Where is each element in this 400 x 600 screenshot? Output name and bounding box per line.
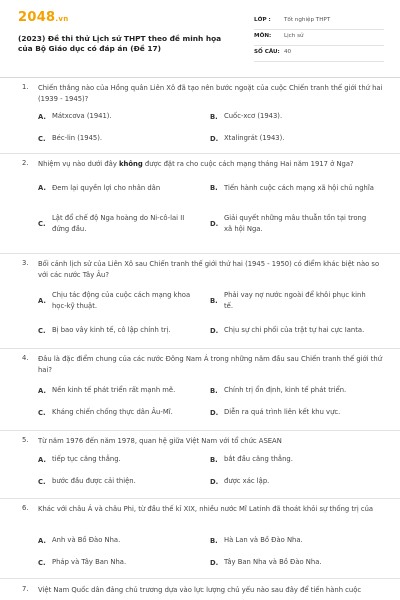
option-text: Phải vay nợ nước ngoài để khôi phục kinh tế. <box>224 291 366 310</box>
option-text: tiếp tục căng thẳng. <box>52 455 121 463</box>
question-4 <box>0 349 400 431</box>
option-text: Lật đổ chế độ Nga hoàng do Ni-cô-lai II đứng đầu. <box>52 214 185 233</box>
option-text: Chính trị ổn định, kinh tế phát triển. <box>224 386 347 394</box>
option-text: Hà Lan và Bồ Đào Nha. <box>224 536 303 544</box>
option-c[interactable] <box>38 133 102 144</box>
question-text: Chiến thắng nào của Hồng quân Liên Xô đã tạo nên bước ngoặt của cuộc Chiến tranh thế giới thứ hai (1939 - 1945)? <box>38 84 383 103</box>
option-text: Xtalingrát (1943). <box>224 134 285 142</box>
meta-label: MÔN: <box>254 33 272 39</box>
meta-row-subject <box>254 30 384 46</box>
option-letter: D. <box>210 220 219 228</box>
option-letter: C. <box>38 326 46 335</box>
question-2 <box>0 154 400 254</box>
meta-row-class <box>254 14 384 30</box>
question-number: 1. <box>22 83 29 91</box>
option-c[interactable] <box>38 213 202 235</box>
option-text: Pháp và Tây Ban Nha. <box>52 558 127 566</box>
option-a[interactable] <box>38 177 202 199</box>
option-text: Nền kinh tế phát triển rất mạnh mẽ. <box>52 386 176 394</box>
option-text: Kháng chiến chống thực dân Âu-Mĩ. <box>52 408 173 416</box>
option-c[interactable] <box>38 325 170 336</box>
question-text-part: được đặt ra cho cuộc cách mạng tháng Hai năm 1917 ở Nga? <box>142 160 354 168</box>
option-letter: B. <box>210 455 218 464</box>
option-letter: C. <box>38 477 46 486</box>
option-text: Chịu tác động của cuộc cách mạng khoa học-kỹ thuật. <box>52 291 191 310</box>
option-text: Giải quyết những mâu thuẫn tồn tại trong xã hội Nga. <box>224 214 367 233</box>
option-d[interactable] <box>210 557 322 568</box>
option-b[interactable] <box>210 535 303 546</box>
question-6 <box>0 499 400 579</box>
option-b[interactable] <box>210 454 293 465</box>
question-number: 5. <box>22 436 29 444</box>
question-number: 7. <box>22 585 29 593</box>
question-number: 4. <box>22 354 29 362</box>
meta-row-count <box>254 46 384 62</box>
option-letter: D. <box>210 558 219 567</box>
option-text: Đem lại quyền lợi cho nhân dân <box>52 183 161 192</box>
question-text: Bối cảnh lịch sử của Liên Xô sau Chiến tranh thế giới thứ hai (1945 - 1950) có điểm khác biệt nào so với các nước Tây Âu? <box>38 260 380 279</box>
option-letter: D. <box>210 408 219 417</box>
option-b[interactable] <box>210 385 346 396</box>
meta-label: LỚP : <box>254 17 271 23</box>
option-text: Mátxcơva (1941). <box>52 112 112 120</box>
logo-suffix: .vn <box>55 15 69 23</box>
option-letter: C. <box>38 408 46 417</box>
option-letter: B. <box>210 184 218 192</box>
option-letter: B. <box>210 297 218 305</box>
question-1 <box>0 78 400 154</box>
question-7 <box>0 579 400 599</box>
option-c[interactable] <box>38 407 173 418</box>
option-letter: C. <box>38 220 46 228</box>
option-d[interactable] <box>210 325 364 336</box>
question-3 <box>0 254 400 349</box>
option-d[interactable] <box>210 407 340 418</box>
option-text: Tiến hành cuộc cách mạng xã hội chủ nghĩa <box>224 183 374 192</box>
option-d[interactable] <box>210 213 374 235</box>
question-text-emphasis: không <box>119 160 143 168</box>
option-text: Tây Ban Nha và Bồ Đào Nha. <box>224 558 322 566</box>
option-d[interactable] <box>210 133 284 144</box>
logo-main: 2048 <box>18 10 56 25</box>
question-text: Đâu là đặc điểm chung của các nước Đông Nam Á trong những năm đầu sau Chiến tranh thế giới thứ hai? <box>38 355 383 374</box>
question-number: 2. <box>22 159 29 167</box>
option-text: Béc-lin (1945). <box>52 134 103 142</box>
option-text: bước đầu được cải thiện. <box>52 477 136 485</box>
option-letter: D. <box>210 326 219 335</box>
document-title: (2023) Đề thi thử Lịch sử THPT theo đề minh họa của Bộ Giáo dục có đáp án (Đề 17) <box>18 34 222 53</box>
option-letter: B. <box>210 386 218 395</box>
option-c[interactable] <box>38 557 126 568</box>
option-a[interactable] <box>38 385 175 396</box>
option-text: Cuốc-xcơ (1943). <box>224 112 283 120</box>
option-letter: D. <box>210 134 219 143</box>
document-header <box>0 0 400 78</box>
meta-value: Lịch sử <box>284 33 304 39</box>
option-text: Diễn ra quá trình liên kết khu vực. <box>224 408 341 416</box>
exam-meta <box>254 14 384 62</box>
option-b[interactable] <box>210 111 282 122</box>
option-a[interactable] <box>38 290 202 312</box>
option-letter: A. <box>38 536 46 545</box>
option-letter: A. <box>38 386 46 395</box>
option-letter: B. <box>210 536 218 545</box>
option-text: được xác lập. <box>224 477 270 485</box>
question-text: Khác với châu Á và châu Phi, từ đầu thế kỉ XIX, nhiều nước Mĩ Latinh đã thoát khỏi sự thống trị của <box>38 505 374 513</box>
option-letter: C. <box>38 134 46 143</box>
option-letter: A. <box>38 184 46 192</box>
question-number: 3. <box>22 259 29 267</box>
meta-value: Tốt nghiệp THPT <box>284 17 331 23</box>
question-text-part: Nhiệm vụ nào dưới đây <box>38 160 120 168</box>
option-letter: B. <box>210 112 218 121</box>
option-letter: D. <box>210 477 219 486</box>
option-text: Bị bao vây kinh tế, cô lập chính trị. <box>52 326 171 334</box>
meta-label: SỐ CÂU: <box>254 49 280 55</box>
option-b[interactable] <box>210 290 374 312</box>
option-text: Anh và Bồ Đào Nha. <box>52 536 121 544</box>
question-text: Việt Nam Quốc dân đảng chủ trương dựa vào lực lượng chủ yếu nào sau đây để tiến hành cuộc <box>38 586 362 594</box>
option-b[interactable] <box>210 177 374 199</box>
option-d[interactable] <box>210 476 269 487</box>
site-logo[interactable] <box>18 10 69 25</box>
question-text <box>38 159 383 170</box>
option-letter: A. <box>38 112 46 121</box>
question-5 <box>0 431 400 499</box>
option-letter: A. <box>38 455 46 464</box>
option-text: bắt đầu căng thẳng. <box>224 455 293 463</box>
option-a[interactable] <box>38 111 112 122</box>
option-a[interactable] <box>38 454 121 465</box>
option-letter: C. <box>38 558 46 567</box>
option-text: Chịu sự chi phối của trật tự hai cực Ianta. <box>224 326 365 334</box>
question-text: Từ năm 1976 đến năm 1978, quan hệ giữa Việt Nam với tổ chức ASEAN <box>38 437 282 445</box>
option-c[interactable] <box>38 476 136 487</box>
option-a[interactable] <box>38 535 120 546</box>
question-number: 6. <box>22 504 29 512</box>
question-list <box>0 78 400 599</box>
option-letter: A. <box>38 297 46 305</box>
meta-value: 40 <box>284 49 292 55</box>
